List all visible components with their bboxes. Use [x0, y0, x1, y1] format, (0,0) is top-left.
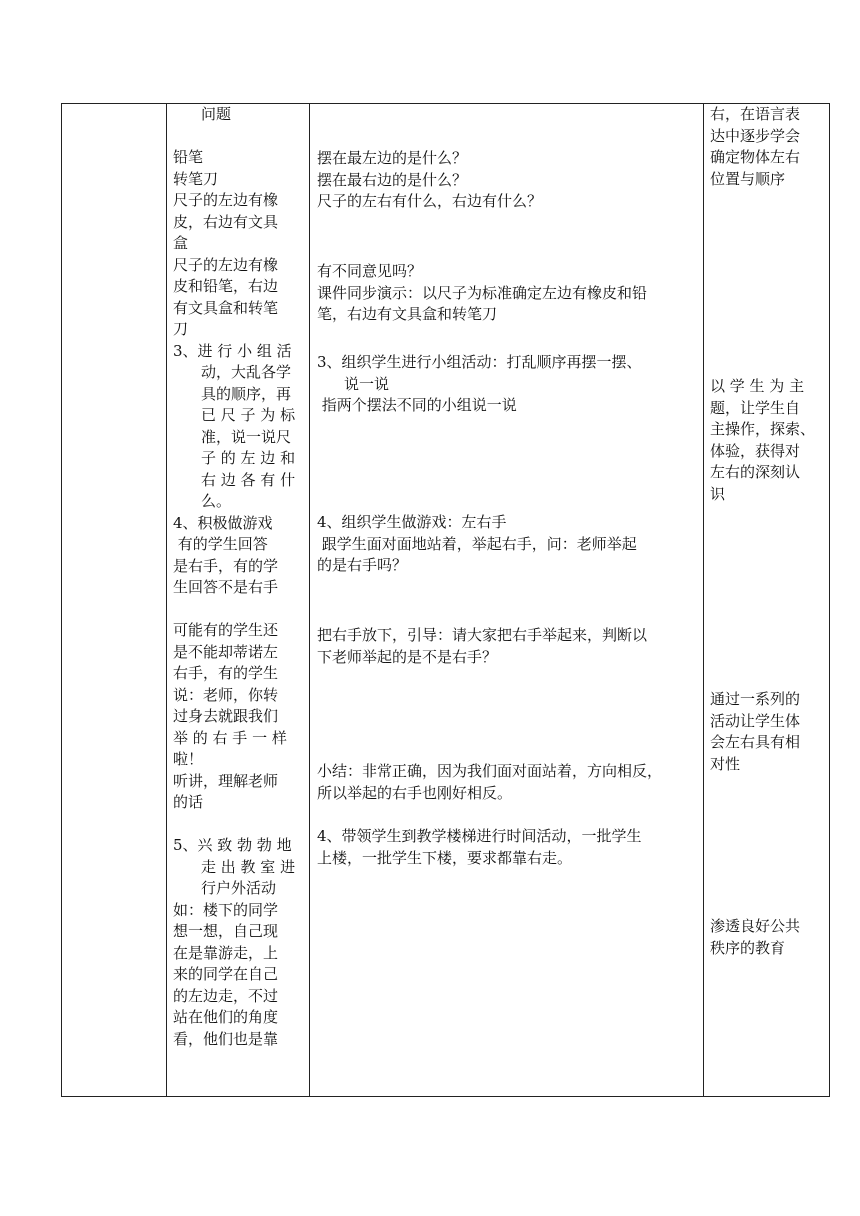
student-line: 想一想，自己现	[173, 922, 279, 940]
student-line: 走 出 教 室 进	[201, 857, 296, 876]
student-line: 已 尺 子 为 标	[201, 406, 296, 424]
student-line: 子 的 左 边 和	[201, 449, 296, 467]
teacher-line: 摆在最右边的是什么？	[317, 170, 468, 189]
student-line: 刀	[173, 320, 189, 338]
column-divider-3	[703, 103, 704, 1097]
teacher-line: 课件同步演示：以尺子为标准确定左边有橡皮和铅	[317, 283, 648, 302]
intent-line: 左右的深刻认	[710, 463, 801, 481]
intent-line: 确定物体左右	[710, 148, 801, 166]
teacher-block-1	[317, 148, 699, 213]
teacher-line: 笔，右边有文具盒和转笔刀	[317, 305, 498, 323]
student-line: 动，大乱各学	[201, 363, 292, 381]
student-line: 是右手，有的学	[173, 556, 279, 575]
intent-line: 主操作，探索、	[710, 420, 816, 438]
student-line: 听讲，理解老师	[173, 771, 279, 790]
teacher-line: 跟学生面对面地站着，举起右手，问：老师举起	[317, 534, 637, 553]
teacher-block-6	[317, 761, 699, 804]
student-line: 行户外活动	[201, 879, 277, 897]
student-line: 有的学生回答	[173, 535, 268, 553]
student-line: 过身去就跟我们	[173, 707, 279, 725]
intent-block-1	[710, 104, 828, 190]
teacher-line: 把右手放下，引导：请大家把右手举起来，判断以	[317, 626, 648, 644]
intent-line: 对性	[710, 754, 741, 773]
student-line: 是不能却蒂诺左	[173, 642, 279, 661]
teacher-line: 下老师举起的是不是右手？	[317, 647, 498, 666]
intent-line: 渗透良好公共	[710, 917, 801, 935]
student-line: 尺子的左边有橡	[173, 255, 279, 274]
teacher-line: 有不同意见吗？	[317, 262, 423, 280]
student-line: 铅笔	[173, 148, 204, 166]
intent-line: 右，在语言表	[710, 105, 801, 123]
teacher-line: 小结：非常正确，因为我们面对面站着，方向相反，	[317, 762, 663, 780]
intent-line: 识	[710, 484, 726, 503]
student-line: 可能有的学生还	[173, 621, 279, 639]
teacher-line: 摆在最左边的是什么？	[317, 149, 468, 167]
student-line: 举 的 右 手 一 样	[173, 728, 287, 747]
teacher-line: 上楼，一批学生下楼，要求都靠右走。	[317, 848, 573, 867]
student-line: 盒	[173, 234, 189, 252]
intent-line: 体验，获得对	[710, 441, 801, 460]
teacher-line: 4、带领学生到教学楼梯进行时间活动，一批学生	[317, 827, 642, 845]
student-line: 站在他们的角度	[173, 1008, 279, 1026]
intent-line: 达中逐步学会	[710, 126, 801, 145]
student-line: 准，说一说尺	[201, 427, 292, 446]
student-line: 3、进 行 小 组 活	[173, 341, 292, 360]
teacher-line: 3、组织学生进行小组活动：打乱顺序再摆一摆、	[317, 353, 642, 371]
teacher-line: 的是右手吗？	[317, 556, 408, 574]
teacher-line: 所以举起的右手也刚好相反。	[317, 783, 513, 802]
student-line: 问题	[201, 105, 232, 123]
teacher-line: 尺子的左右有什么，右边有什么？	[317, 192, 543, 210]
student-line: 有文具盒和转笔	[173, 298, 279, 317]
student-line: 在是靠游走，上	[173, 943, 279, 962]
student-line: 看，他们也是靠	[173, 1029, 279, 1048]
teacher-block-3	[317, 352, 699, 417]
intent-block-2	[710, 376, 828, 505]
column-divider-2	[309, 103, 310, 1097]
student-line	[173, 126, 305, 148]
student-line: 如：楼下的同学	[173, 900, 279, 919]
student-line: 皮，右边有文具	[173, 212, 279, 231]
student-line: 具的顺序，再	[201, 384, 292, 403]
intent-line: 通过一系列的	[710, 690, 801, 708]
student-line: 右 边 各 有 什	[201, 470, 296, 489]
teacher-line: 指两个摆法不同的小组说一说	[317, 396, 517, 414]
student-line: 的话	[173, 793, 204, 811]
intent-line: 会左右具有相	[710, 733, 801, 751]
student-line: 的左边走，不过	[173, 986, 279, 1005]
student-line: 皮和铅笔，右边	[173, 277, 279, 295]
intent-line: 题，让学生自	[710, 398, 801, 417]
student-line	[173, 814, 305, 836]
student-line: 尺子的左边有橡	[173, 191, 279, 209]
student-line: 生回答不是右手	[173, 578, 279, 596]
teacher-block-4	[317, 512, 699, 577]
student-line: 右手，有的学生	[173, 664, 279, 682]
student-line	[173, 599, 305, 621]
student-line: 么。	[201, 492, 232, 510]
teacher-block-7	[317, 826, 699, 869]
intent-line: 位置与顺序	[710, 169, 786, 188]
student-line: 转笔刀	[173, 169, 219, 188]
intent-line: 活动让学生体	[710, 711, 801, 730]
student-line: 4、积极做游戏	[173, 513, 273, 532]
teacher-block-2	[317, 261, 699, 326]
teacher-block-5	[317, 625, 699, 668]
student-line: 来的同学在自己	[173, 965, 279, 983]
student-line: 说：老师，你转	[173, 685, 279, 704]
intent-line: 以 学 生 为 主	[710, 377, 805, 395]
intent-block-3	[710, 689, 828, 775]
column-divider-1	[166, 103, 167, 1097]
teacher-line: 说一说	[344, 374, 390, 393]
teacher-line: 4、组织学生做游戏：左右手	[317, 513, 507, 531]
intent-line: 秩序的教育	[710, 938, 786, 957]
student-line: 5、兴 致 勃 勃 地	[173, 836, 292, 854]
intent-block-4	[710, 916, 828, 959]
student-line: 啦！	[173, 750, 204, 768]
student-activity-column	[173, 104, 305, 1050]
